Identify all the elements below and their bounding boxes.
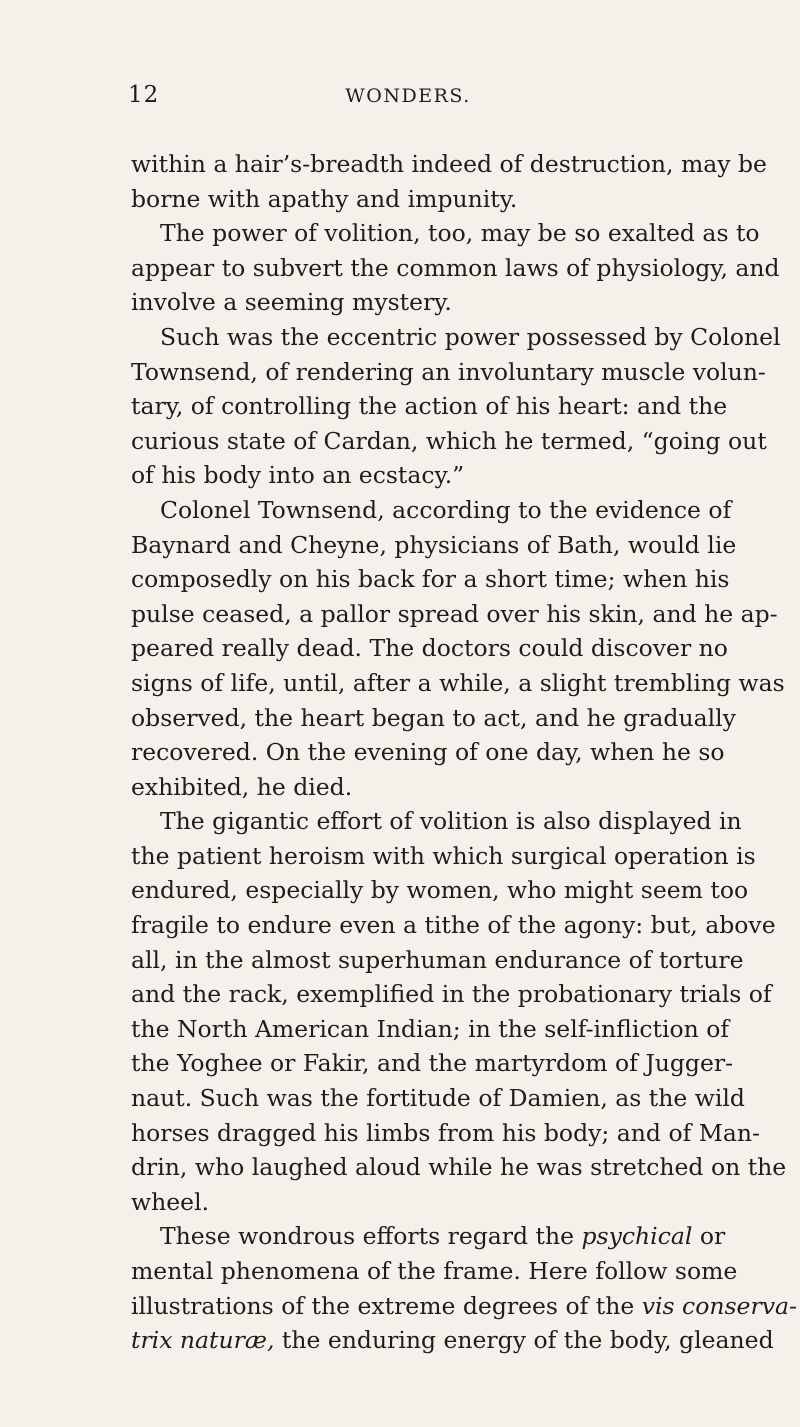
- text-line: fragile to endure even a tithe of the agony: but, above: [131, 911, 776, 940]
- text-line: borne with apathy and impunity.: [131, 184, 518, 213]
- italic-term: trix naturæ,: [131, 1326, 275, 1355]
- text-line: naut. Such was the fortitude of Damien, as the wild: [131, 1084, 745, 1113]
- italic-term: vis conserva-: [641, 1291, 797, 1320]
- text-run: or: [692, 1222, 726, 1251]
- text-line: The gigantic effort of volition is also displayed in: [160, 807, 742, 836]
- text-line: recovered. On the evening of one day, when he so: [131, 738, 725, 767]
- text-run: illustrations of the extreme degrees of the: [131, 1291, 642, 1320]
- text-line: signs of life, until, after a while, a slight trembling was: [131, 668, 785, 697]
- text-line: observed, the heart began to act, and he gradually: [131, 703, 736, 732]
- text-line: exhibited, he died.: [131, 772, 353, 801]
- text-line: all, in the almost superhuman endurance of torture: [131, 945, 744, 974]
- italic-term: psychical: [581, 1222, 693, 1251]
- text-line: Such was the eccentric power possessed by Colonel: [160, 322, 781, 351]
- running-head: [128, 82, 688, 116]
- text-line: the Yoghee or Fakir, and the martyrdom of Jugger-: [131, 1049, 734, 1078]
- text-line: [131, 1323, 774, 1358]
- text-line: horses dragged his limbs from his body; and of Man-: [131, 1118, 760, 1147]
- text-line: The power of volition, too, may be so exalted as to: [160, 219, 760, 248]
- text-line: [131, 1219, 726, 1254]
- text-line: tary, of controlling the action of his heart: and the: [131, 392, 728, 421]
- text-line: endured, especially by women, who might seem too: [131, 876, 749, 905]
- text-line: Colonel Townsend, according to the evidence of: [160, 495, 732, 524]
- text-line: appear to subvert the common laws of physiology, and: [131, 253, 780, 282]
- text-line: [131, 1289, 797, 1324]
- text-line: drin, who laughed aloud while he was stretched on the: [131, 1153, 787, 1182]
- body-text: [131, 147, 797, 1358]
- text-line: of his body into an ecstacy.”: [131, 461, 465, 490]
- text-run: These wondrous efforts regard the: [160, 1222, 582, 1251]
- text-run: the enduring energy of the body, gleaned: [274, 1326, 774, 1355]
- running-title: WONDERS.: [345, 85, 471, 107]
- text-line: involve a seeming mystery.: [131, 288, 452, 317]
- text-line: within a hair’s-breadth indeed of destruction, may be: [131, 150, 767, 178]
- text-line: Baynard and Cheyne, physicians of Bath, would lie: [131, 530, 737, 559]
- text-line: peared really dead. The doctors could discover no: [131, 634, 728, 663]
- page-number: 12: [128, 82, 160, 108]
- text-line: wheel.: [131, 1187, 210, 1216]
- text-line: curious state of Cardan, which he termed, “going out: [131, 426, 767, 455]
- text-line: pulse ceased, a pallor spread over his skin, and he ap-: [131, 599, 778, 628]
- text-line: Townsend, of rendering an involuntary muscle volun-: [131, 357, 766, 386]
- text-line: the North American Indian; in the self-infliction of: [131, 1014, 730, 1043]
- text-line: and the rack, exemplified in the probationary trials of: [131, 980, 772, 1009]
- text-line: mental phenomena of the frame. Here follow some: [131, 1257, 738, 1285]
- text-line: composedly on his back for a short time; when his: [131, 565, 730, 594]
- text-line: the patient heroism with which surgical operation is: [131, 841, 756, 870]
